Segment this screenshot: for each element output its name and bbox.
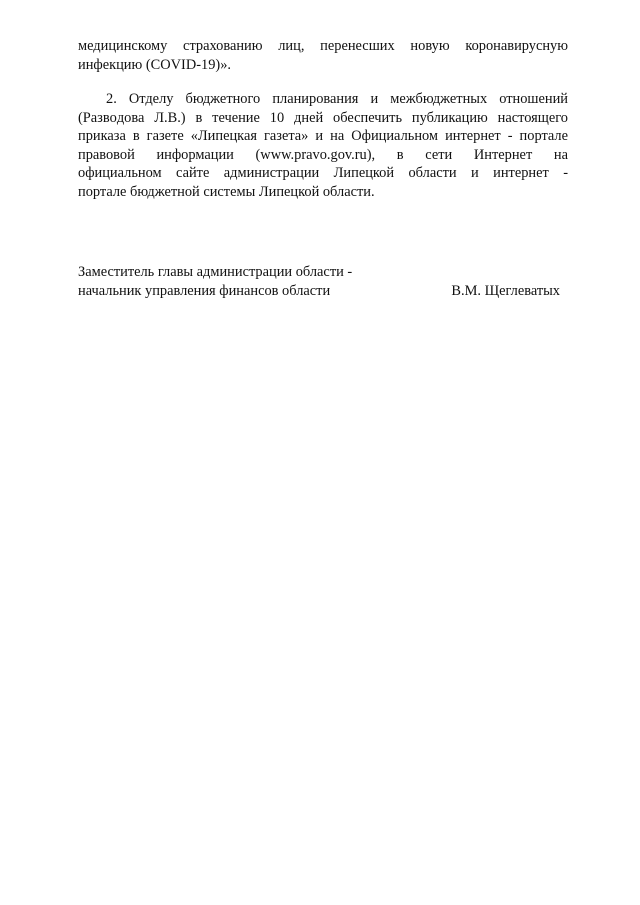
- signature-position-line1: [78, 263, 560, 282]
- signer-position: Заместитель главы администрации области -: [78, 264, 353, 280]
- paragraph-continuation: [78, 37, 568, 74]
- text-line: инфекцию (COVID-19)».: [78, 56, 231, 73]
- signer-position: начальник управления финансов области: [78, 283, 331, 299]
- paragraph-item-2: [78, 90, 568, 202]
- signer-name: В.М. Щеглеватых: [451, 283, 560, 299]
- text-line: официальном сайте администрации Липецкой области и интернет -: [78, 165, 568, 182]
- text-line: медицинскому страхованию лиц, перенесших новую коронавирусную: [78, 38, 568, 54]
- text-line: (Развoдова Л.В.) в течение 10 дней обеспечить публикацию настоящего: [78, 109, 568, 126]
- text-line: приказа в газете «Липецкая газета» и на Официальном интернет - портале: [78, 128, 568, 145]
- text-line: 2. Отделу бюджетного планирования и межбюджетных отношений: [106, 91, 568, 107]
- text-line: правовой информации (www.pravo.gov.ru), в сети Интернет на: [78, 146, 568, 163]
- text-line: портале бюджетной системы Липецкой области.: [78, 183, 375, 200]
- signature-position-line2: [78, 282, 560, 301]
